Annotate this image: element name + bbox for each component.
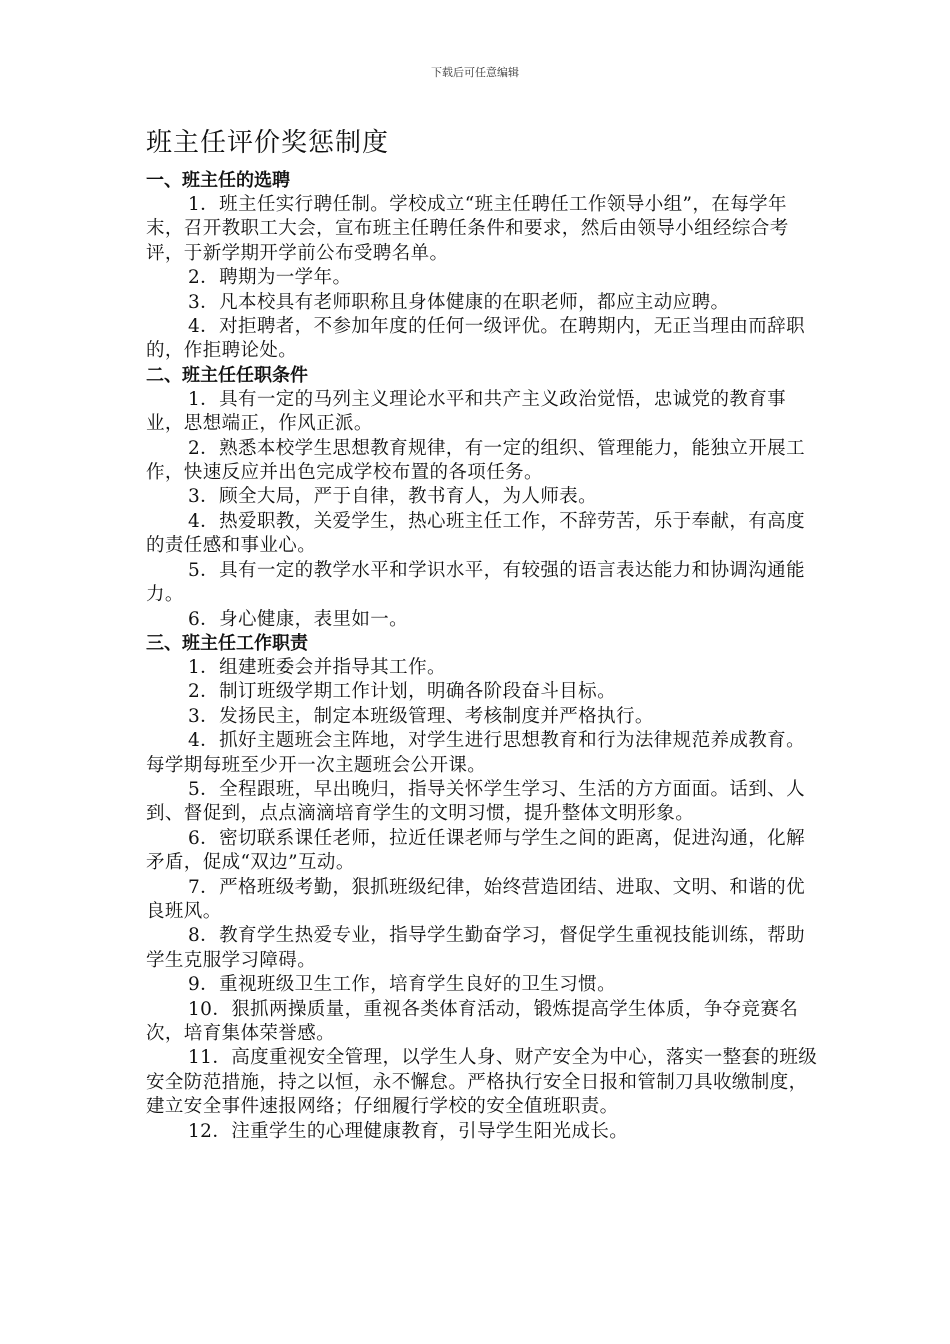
paragraph: 4．热爱职教，关爱学生，热心班主任工作，不辞劳苦，乐于奉献，有高度的责任感和事业心。 xyxy=(146,510,805,557)
section-qualifications xyxy=(146,364,822,632)
paragraph: 4．抓好主题班会主阵地，对学生进行思想教育和行为法律规范养成教育。每学期每班至少开一次主题班会公开课。 xyxy=(146,730,805,776)
paragraph: 11．高度重视安全管理，以学生人身、财产安全为中心，落实一整套的班级安全防范措施，持之以恒，永不懈怠。严格执行安全日报和管制刀具收缴制度，建立安全事件速报网络；仔细履行学校的安全值班职责。 xyxy=(146,1047,818,1118)
paragraph: 3．凡本校具有老师职称且身体健康的在职老师，都应主动应聘。 xyxy=(188,291,730,313)
paragraph: 5．全程跟班，早出晚归，指导关怀学生学习、生活的方方面面。话到、人到、督促到，点点滴滴培育学生的文明习惯，提升整体文明形象。 xyxy=(146,778,805,825)
section-responsibilities xyxy=(146,632,822,1144)
section-heading: 二、班主任任职条件 xyxy=(146,364,308,386)
section-heading: 三、班主任工作职责 xyxy=(146,632,308,654)
document-title: 班主任评价奖惩制度 xyxy=(146,128,390,158)
paragraph: 1．具有一定的马列主义理论水平和共产主义政治觉悟，忠诚党的教育事业，思想端正，作风正派。 xyxy=(146,388,787,435)
paragraph: 1．班主任实行聘任制。学校成立“班主任聘任工作领导小组”，在每学年末，召开教职工大会，宣布班主任聘任条件和要求，然后由领导小组经综合考评，于新学期开学前公布受聘名单。 xyxy=(146,194,789,264)
section-heading: 一、班主任的选聘 xyxy=(146,170,290,191)
paragraph: 9．重视班级卫生工作，培育学生良好的卫生习惯。 xyxy=(188,974,616,996)
paragraph: 1．组建班委会并指导其工作。 xyxy=(188,656,446,678)
paragraph: 8．教育学生热爱专业，指导学生勤奋学习，督促学生重视技能训练，帮助学生克服学习障碍。 xyxy=(146,925,805,971)
paragraph: 3．发扬民主，制定本班级管理、考核制度并严格执行。 xyxy=(188,705,654,727)
paragraph: 2．聘期为一学年。 xyxy=(188,267,352,289)
paragraph: 3．顾全大局，严于自律，教书育人，为人师表。 xyxy=(188,486,598,508)
header-note: 下载后可任意编辑 xyxy=(431,66,519,79)
section-selection xyxy=(146,169,822,364)
paragraph: 5．具有一定的教学水平和学识水平，有较强的语言表达能力和协调沟通能力。 xyxy=(146,559,805,606)
paragraph: 2．制订班级学期工作计划，明确各阶段奋斗目标。 xyxy=(188,681,616,703)
paragraph: 6．密切联系课任老师，拉近任课老师与学生之间的距离，促进沟通，化解矛盾，促成“双边”互动。 xyxy=(146,827,805,874)
paragraph: 6．身心健康，表里如一。 xyxy=(188,608,409,630)
paragraph: 4．对拒聘者，不参加年度的任何一级评优。在聘期内，无正当理由而辞职的，作拒聘论处。 xyxy=(146,316,805,362)
paragraph: 2．熟悉本校学生思想教育规律，有一定的组织、管理能力，能独立开展工作，快速反应并出色完成学校布置的各项任务。 xyxy=(146,437,805,484)
paragraph: 12．注重学生的心理健康教育，引导学生阳光成长。 xyxy=(188,1120,629,1142)
paragraph: 10．狠抓两操质量，重视各类体育活动，锻炼提高学生体质，争夺竞赛名次，培育集体荣誉感。 xyxy=(146,998,799,1044)
paragraph: 7．严格班级考勤，狠抓班级纪律，始终营造团结、进取、文明、和谐的优良班风。 xyxy=(146,876,805,922)
document-body xyxy=(146,125,822,1144)
